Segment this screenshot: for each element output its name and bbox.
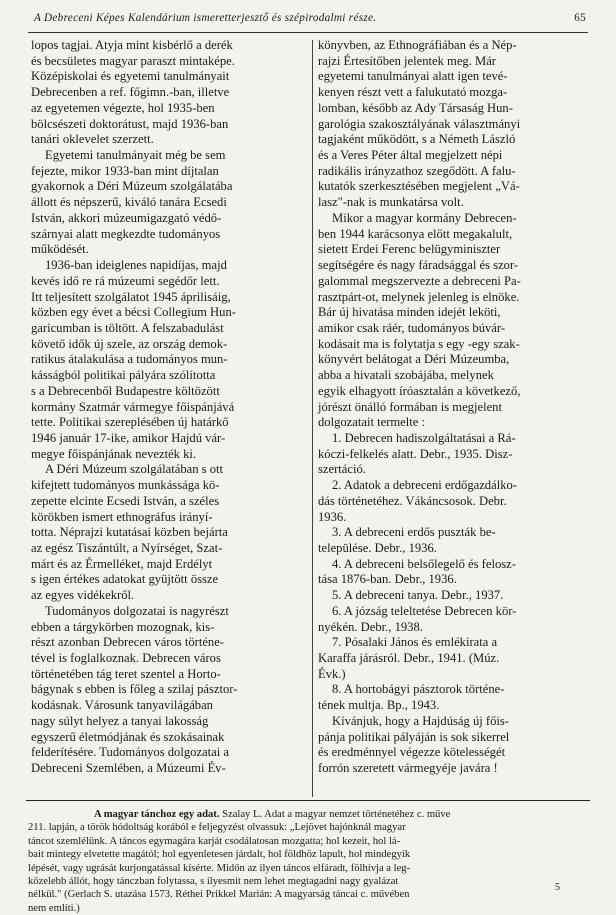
text-line: 3. A debreceni erdős puszták be- [332,525,496,540]
text-line: ebben a tárgykörben mozognak, kis- [31,619,215,634]
text-line: totta. Néprajzi kutatásai közben bejárta [31,525,228,540]
text-line: 5. A debreceni tanya. Debr., 1937. [332,588,504,603]
text-line: szertáció. [318,462,366,477]
text-line: kásságból politikai pályára szólította [31,368,216,383]
text-line: forrón szeretett vármegyéje javára ! [318,761,498,776]
text-line: 1. Debrecen hadiszolgáltatásai a Rá- [332,430,516,445]
footnote-line: nélkül." (Gerlach S. utazása 1573. Réthei Prikkel Marián: A magyarság táncai c. művében [28,889,410,901]
text-line: kevés idő re rá múzeumi segédőr lett. [31,273,220,288]
text-line: kodásnak. Városunk tanyavilágában [31,698,213,713]
footnote-line: 211. lapján, a török hódoltság korából e feljegyzést olvassuk: „Lejövet hajónknál magyar [28,822,406,834]
text-line: galommal megszervezte a debreceni Pa- [318,273,521,288]
text-line: nagy súlyt helyez a tanyai lakosság [31,713,209,728]
text-line: garicumban is töltött. A felszabadulást [31,320,224,335]
text-line: 1946 január 17-ike, amikor Hajdú vár- [31,430,226,445]
text-line: Debreceni Szemlében, a Múzeumi Év- [31,761,226,776]
text-line: zepette elcinte Ecsedi István, a széles [31,493,220,508]
text-line: bölcsészeti doktorátust, majd 1936-ban [31,116,229,131]
text-line: kodásait ma is folytatja s egy -egy szak- [318,336,520,351]
text-line: ratikus átalakulása a tudományos mun- [31,352,228,367]
text-line: az egyetemen végezte, hol 1935-ben [31,100,215,115]
text-line: s a Debrecenből Budapestre költözött [31,383,220,398]
text-line: pánja politikai pályáján is sok sikerrel [318,729,510,744]
text-line: sietett Erdei Ferenc belügyminiszter [318,242,501,257]
right-column [318,38,601,777]
text-line: megye főispánjának nevezték ki. [31,446,197,461]
text-line: kutatók szerkesztésében megjelent „Vá- [318,179,520,194]
text-line: körökben ismert ethnográfus irányí- [31,509,213,524]
text-line: és becsületes magyar paraszt mintaképe. [31,53,235,68]
text-line: István, akkori múzeumigazgató védő- [31,210,222,225]
text-line: segítségére és nagy fáradsággal és szor- [318,258,519,273]
text-line: működését. [31,242,89,257]
text-line: szárnyai alatt megkezdte tudományos [31,226,221,241]
text-line: garológia szakosztályának választmányi [318,116,521,131]
text-line: Tudományos dolgozatai is nagyrészt [45,603,229,618]
text-line: nyékén. Debr., 1938. [318,619,423,634]
text-line: 8. A hortobágyi pásztorok történe- [332,682,505,697]
text-line: tanári oklevelet szerzett. [31,132,154,147]
footnote-separator [26,800,590,801]
page-number: 65 [574,12,586,24]
footnote-line: közelebb állót, hogy tánczban folytassa, s ilyesmit nem lehet megtagadni nagy gyalázat [28,875,399,887]
text-line: tása 1876-ban. Debr., 1936. [318,572,457,587]
text-line: könyvért belátogat a Déri Múzeumba, [318,352,510,367]
text-line: A Déri Múzeum szolgálatában s ott [45,462,224,477]
text-line: Kívánjuk, hogy a Hajdúság új főis- [332,713,509,728]
footnote-line: táncot szemlélünk. A táncos egymagára karját csodálatosan mozgatta; hol kezeit, hol lá- [28,835,401,847]
text-line: történetében tág teret szentel a Horto- [31,666,221,681]
running-header [28,10,588,33]
text-line: bágynak s ebben is főleg a szilaj pásztor- [31,682,238,697]
footnote-line: nem említi.) [28,902,80,914]
text-line: és a Veres Péter által megjelzett népi [318,148,503,163]
footnote [28,808,588,915]
text-line: Bár új hivatása minden idejét leköti, [318,305,501,320]
text-line: 2. Adatok a debreceni erdőgazdálko- [332,478,517,493]
text-line: tagjaként működött, s a Németh László [318,132,516,147]
text-line: 7. Pósalaki János és emlékirata a [332,635,498,650]
running-title: A Debreceni Képes Kalendárium ismeretterjesztő és szépirodalmi része. [34,12,377,24]
text-line: tének multja. Bp., 1943. [318,698,440,713]
text-line: kóczi-felkelés alatt. Debr., 1935. Disz- [318,446,513,461]
text-line: települése. Debr., 1936. [318,541,437,555]
text-line: amikor csak ráér, tudományos búvár- [318,320,506,335]
text-line: egyetemi tanulmányai alatt igen tevé- [318,69,508,84]
text-line: lomban, később az Ady Társaság Hun- [318,100,513,115]
text-line: könyvben, az Ethnográfiában és a Nép- [318,38,517,52]
left-column [31,38,314,777]
text-line: egyik elhagyott íróasztalán a következő, [318,383,521,398]
text-line: lasz"-nak is munkatársa volt. [318,195,464,210]
text-line: részt azonban Debrecen város történe- [31,635,225,650]
column-divider [312,40,313,797]
text-line: 1936-ban ideiglenes napidíjas, majd [45,258,227,273]
text-line: az egyes vidékekről. [31,588,135,603]
footnote-line: bait mintegy elvetette magától; hol egyenletesen járdalt, hol földhöz lapult, hol mindegyik [28,849,411,861]
text-line: felderítésére. Tudományos dolgozatai a [31,745,229,760]
text-line: kenyen részt vett a falukutató mozga- [318,85,508,100]
text-line: közben egy évet a bécsi Collegium Hun- [31,305,236,320]
text-line: jórészt önálló formában is megjelent [318,399,502,414]
text-line: egyszerű életmódjának és szokásainak [31,729,225,744]
text-line: 4. A debreceni belsőlegelő és felosz- [332,556,516,571]
text-line: Évk.) [318,666,346,681]
text-line: és eredménnyel végezze kötelességét [318,745,506,760]
text-line: s igen értékes adatokat gyüjtött össze [31,572,219,587]
footnote-line: A magyar tánchoz egy adat. Szalay L. Adat a magyar nemzet történetéhez c. műve [94,809,451,820]
text-line: tével is foglalkoznak. Debrecen város [31,651,221,666]
text-line: kormány Szatmár vármegye főispánjává [31,399,235,414]
text-line: márt és az Érmelléket, majd Erdélyt [31,556,213,571]
footnote-line: lépését, vagy ugrását kurjongatással kísérte. Midőn az ilyen táncos elfáradt, fölhívja a leg- [28,862,411,874]
text-line: Egyetemi tanulmányait még be sem [45,148,226,163]
signature-mark: 5 [555,882,560,893]
text-line: abba a hivatali szobájába, melynek [318,368,494,383]
text-line: ben 1944 karácsonya előtt megakalult, [318,226,513,241]
text-line: állott és népszerű, kiváló tanára Ecsedi [31,195,227,210]
text-line: Karaffa járásról. Debr., 1941. (Múz. [318,651,500,666]
text-line: Középiskolai és egyetemi tanulmányait [31,69,230,84]
text-line: 6. A józság teleltetése Debrecen kör- [332,603,517,618]
text-line: dolgozatait termelte : [318,415,426,430]
text-line: tette. Politikai szereplésében új határkő [31,415,229,430]
text-line: radikális irányzathoz szegődött. A falu- [318,163,516,178]
text-line: kifejtett tudományos munkássága kö- [31,478,220,493]
text-line: Itt teljesített szolgálatot 1945 áprilisáig, [31,289,231,304]
text-line: Debrecenben a ref. főgimn.-ban, illetve [31,85,230,100]
text-line: Mikor a magyar kormány Debrecen- [332,210,517,225]
text-line: 1936. [318,509,347,524]
text-line: az egész Tiszántúlt, a Nyírséget, Szat- [31,541,223,555]
text-line: rajzi Értesítőben jelentek meg. Már [318,53,496,68]
text-line: fejezte, mikor 1933-ban mint díjtalan [31,163,219,178]
text-line: követő idők új szele, az ország demok- [31,336,228,351]
text-line: gyakornok a Déri Múzeum szolgálatába [31,179,233,194]
text-line: dás történetéhez. Vákáncsosok. Debr. [318,493,507,508]
text-line: rasztpárt-ot, melynek jelenleg is elnöke. [318,289,520,304]
text-line: lopos tagjai. Atyja mint kisbérlő a derék [31,38,233,52]
